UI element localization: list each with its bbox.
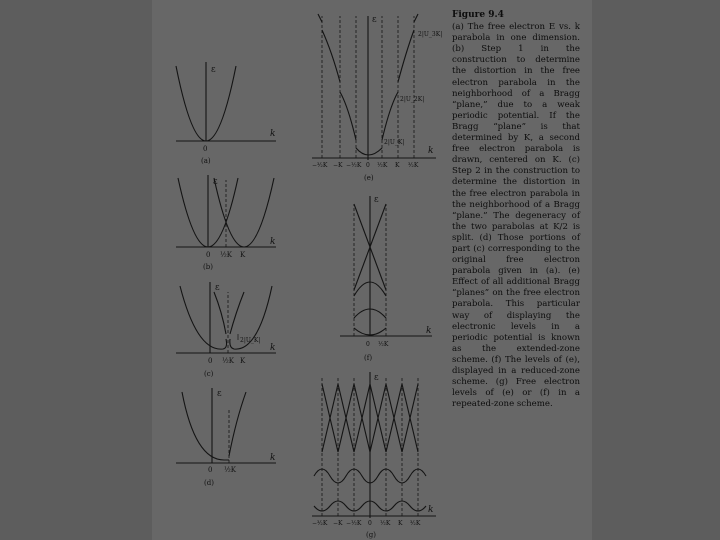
panel-g-caption-label: (g) <box>366 531 376 539</box>
panel-c-lower-band-left <box>180 286 227 349</box>
panel-e-band-1 <box>356 148 382 155</box>
panel-g-tick-1-2K: ½K <box>380 520 391 527</box>
panel-e-gap1-label: 2|U_K| <box>384 139 405 146</box>
panel-e-energy-label: ε <box>372 15 377 25</box>
panel-e-band-2-right <box>382 92 398 140</box>
panel-e-band-4-left <box>318 14 322 22</box>
panel-c-K-label: K <box>240 357 246 365</box>
panel-d <box>176 388 276 463</box>
panel-g-energy-label: ε <box>374 373 379 383</box>
panel-a-k-label: k <box>270 129 276 139</box>
panel-a-energy-label: ε <box>211 65 216 75</box>
panel-f-tick-zero: 0 <box>366 341 370 348</box>
panel-a-zero-label: 0 <box>203 145 208 153</box>
panel-b-k-label: k <box>270 237 276 247</box>
panel-e-tick-neg-K: −K <box>333 162 343 169</box>
panel-f-caption-label: (f) <box>364 354 373 362</box>
panel-b-energy-label: ε <box>213 177 218 187</box>
panel-d-k-label: k <box>270 453 276 463</box>
panel-e-gap3-label: 2|U_3K| <box>418 31 443 38</box>
panel-d-lower-branch <box>182 392 229 460</box>
panel-e-band-3-left <box>322 30 340 82</box>
panel-a <box>176 62 276 141</box>
panel-c-k-label: k <box>270 343 276 353</box>
panel-e-caption-label: (e) <box>364 174 374 182</box>
panel-f-energy-label: ε <box>374 195 379 205</box>
panel-e-tick-K: K <box>395 162 400 169</box>
panel-g-tick-neg-1-2K: −½K <box>346 520 362 527</box>
panel-b-caption-label: (b) <box>203 263 213 271</box>
panel-d-caption-label: (d) <box>204 479 214 487</box>
panel-c-caption-label: (c) <box>204 370 214 378</box>
panel-b-K-label: K <box>240 251 246 259</box>
panel-c-gap-label: 2|U_K| <box>240 337 261 344</box>
panel-e-tick-1-2K: ½K <box>377 162 388 169</box>
panel-f <box>340 196 432 336</box>
figure-caption-text: (a) The free electron E vs. k parabola in one dimension. (b) Step 1 in the construction to determine the distortion in the free electron parabola in the neighborhood of a Bragg “plane,” due to a weak periodic potential. If the Bragg “plane” is that determined by K, a second free electron parabola is drawn, centered on K. (c) Step 2 in the construction to determine the distortion in the free electron parabola in the neighborhood of a Bragg “plane.” The degeneracy of the two parabolas at K/2 is split. (d) Those portions of part (c) corresponding to the original free electron parabola given in (a). (e) Effect of all additional Bragg “planes” on the free electron parabola. This particular way of displaying the electronic levels in a periodic potential is known as the extended-zone scheme. (f) The levels of (e), displayed in a reduced-zone scheme. (g) Free electron levels of (e) or (f) in a repeated-zone scheme. <box>452 22 580 410</box>
panel-c-energy-label: ε <box>215 283 220 293</box>
panel-b-zero-label: 0 <box>206 251 211 259</box>
panel-c-half-K-label: ½K <box>222 357 235 365</box>
panel-g-tick-zero: 0 <box>368 520 372 527</box>
panel-g-tick-neg-3-2K: −³⁄₂K <box>312 520 328 527</box>
figure-title: Figure 9.4 <box>452 10 504 20</box>
panel-e-tick-neg-3-2K: −³⁄₂K <box>312 162 328 169</box>
panel-e-band-2-left <box>340 92 356 140</box>
panel-e-band-3-right <box>398 30 414 82</box>
figure-caption <box>452 10 580 410</box>
panel-c-upper-band-right <box>230 292 244 334</box>
panel-e-k-label: k <box>428 146 434 156</box>
panel-d-zero-label: 0 <box>208 466 213 474</box>
panel-g <box>312 372 436 518</box>
panel-b-parabola-K <box>214 178 274 247</box>
panel-g-tick-3-2K: ³⁄₂K <box>410 520 421 527</box>
panel-c-upper-band-left <box>214 292 226 334</box>
panel-g-tick-neg-K: −K <box>333 520 343 527</box>
panel-e-tick-3-2K: ³⁄₂K <box>408 162 419 169</box>
panel-e-band-4-right <box>414 14 418 22</box>
panel-e-gap2-label: 2|U_2K| <box>400 96 425 103</box>
panel-f-k-label: k <box>426 326 432 336</box>
panel-d-upper-branch <box>229 392 246 456</box>
panel-e-tick-zero: 0 <box>366 162 370 169</box>
panel-g-tick-K: K <box>398 520 403 527</box>
panel-e-tick-neg-1-2K: −½K <box>346 162 362 169</box>
panel-a-caption-label: (a) <box>201 157 211 165</box>
panel-d-half-K-label: ½K <box>224 466 237 474</box>
panel-f-tick-1-2K: ½K <box>378 341 389 348</box>
panel-b <box>176 175 276 247</box>
panel-d-energy-label: ε <box>217 389 222 399</box>
panel-b-half-K-label: ½K <box>220 251 233 259</box>
panel-g-k-label: k <box>428 505 434 515</box>
panel-c <box>176 282 276 353</box>
panel-c-zero-label: 0 <box>208 357 213 365</box>
